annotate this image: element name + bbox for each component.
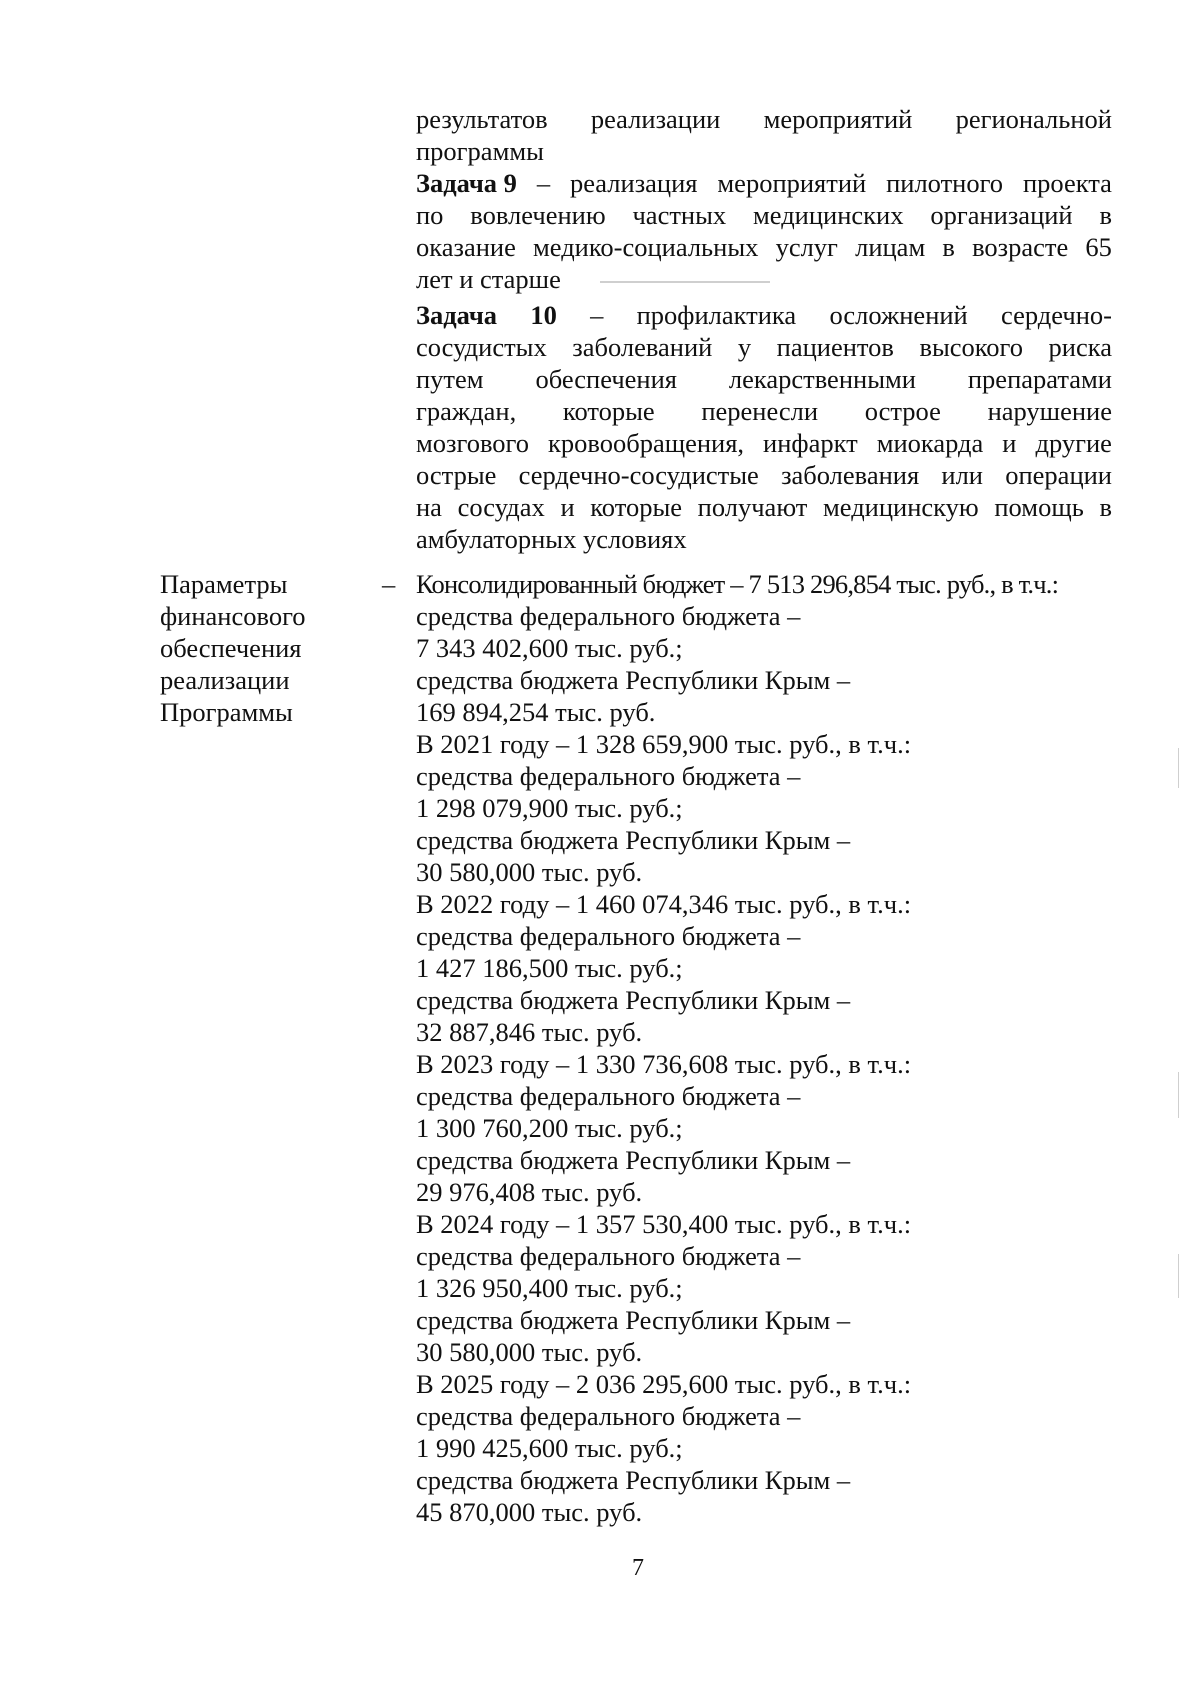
text-line: 1 427 186,500 тыс. руб.;	[416, 953, 683, 983]
text-line	[416, 231, 1112, 263]
word: острые	[416, 460, 497, 490]
text-line	[416, 459, 1112, 491]
word: другие	[1035, 428, 1112, 458]
text-line	[416, 331, 1112, 363]
text-line: средства бюджета Республики Крым –	[416, 1145, 851, 1175]
word: профилактика	[636, 300, 797, 330]
word: заболевания	[781, 460, 920, 490]
word: перенесли	[701, 396, 819, 426]
label-line: Программы	[160, 697, 293, 727]
word: высокого	[919, 332, 1024, 362]
scan-artifact	[1178, 1072, 1179, 1118]
text-line: программы	[416, 136, 544, 166]
label-line: Параметры	[160, 569, 288, 599]
text-line: средства федерального бюджета –	[416, 601, 801, 631]
year-total-line: В 2025 году – 2 036 295,600 тыс. руб., в т.ч.:	[416, 1369, 912, 1399]
word: на	[416, 492, 442, 522]
word: которые	[562, 396, 655, 426]
text-line: 1 300 760,200 тыс. руб.;	[416, 1113, 683, 1143]
text-line: лет и старше	[416, 264, 561, 294]
text-line	[416, 199, 1112, 231]
text-line: средства федерального бюджета –	[416, 761, 801, 791]
word: проекта	[1022, 168, 1112, 198]
word: медицинских	[753, 200, 904, 230]
word: путем	[416, 364, 484, 394]
word: миокарда	[876, 428, 984, 458]
text-line: средства федерального бюджета –	[416, 921, 801, 951]
word: оказание	[416, 232, 516, 262]
word: инфаркт	[763, 428, 858, 458]
task-number: 10	[530, 300, 557, 330]
text-line	[416, 395, 1112, 427]
text-line: 1 326 950,400 тыс. руб.;	[416, 1273, 683, 1303]
word: и	[1002, 428, 1017, 458]
word: мероприятий	[763, 104, 913, 134]
word: острое	[864, 396, 941, 426]
label-line: реализации	[160, 665, 290, 695]
word: помощь	[994, 492, 1084, 522]
text-line: средства бюджета Республики Крым –	[416, 665, 851, 695]
scan-artifact	[600, 281, 770, 283]
task-9-heading	[416, 167, 1112, 199]
word: организаций	[930, 200, 1073, 230]
text-line: средства бюджета Республики Крым –	[416, 1465, 851, 1495]
word: пациентов	[776, 332, 894, 362]
word: в	[1099, 200, 1112, 230]
word: мозгового	[416, 428, 529, 458]
word: частных	[632, 200, 727, 230]
word: лекарственными	[728, 364, 916, 394]
text-line: средства федерального бюджета –	[416, 1401, 801, 1431]
text-line: средства бюджета Республики Крым –	[416, 1305, 851, 1335]
word: которые	[590, 492, 683, 522]
word: по	[416, 200, 444, 230]
text-line	[416, 363, 1112, 395]
word: операции	[1005, 460, 1112, 490]
year-total-line: В 2023 году – 1 330 736,608 тыс. руб., в т.ч.:	[416, 1049, 912, 1079]
year-total-line: В 2021 году – 1 328 659,900 тыс. руб., в т.ч.:	[416, 729, 912, 759]
text-line: средства федерального бюджета –	[416, 1081, 801, 1111]
word: реализации	[590, 104, 721, 134]
word: сердечно-	[1001, 300, 1112, 330]
word: услуг	[775, 232, 838, 262]
word: граждан,	[416, 396, 517, 426]
word: 65	[1085, 232, 1112, 262]
word: сосудистых	[416, 332, 547, 362]
separator-dash: –	[382, 569, 396, 599]
word: сосудах	[457, 492, 545, 522]
task-label: Задача	[416, 300, 498, 330]
word: кровообращения,	[548, 428, 745, 458]
text-line: амбулаторных условиях	[416, 524, 687, 554]
scan-artifact	[1178, 1254, 1179, 1298]
text-line: 32 887,846 тыс. руб.	[416, 1017, 643, 1047]
text-line: 7 343 402,600 тыс. руб.;	[416, 633, 683, 663]
text-line	[416, 491, 1112, 523]
text-line: 29 976,408 тыс. руб.	[416, 1177, 643, 1207]
word: в	[942, 232, 955, 262]
text-line	[416, 427, 1112, 459]
word: осложнений	[829, 300, 968, 330]
word: в	[1099, 492, 1112, 522]
page-number: 7	[632, 1555, 644, 1581]
label-line: финансового	[160, 601, 306, 631]
word: у	[737, 332, 752, 362]
text-line: 169 894,254 тыс. руб.	[416, 697, 656, 727]
word: обеспечения	[535, 364, 677, 394]
word: мероприятий	[717, 168, 867, 198]
text-line: 45 870,000 тыс. руб.	[416, 1497, 643, 1527]
scan-artifact	[1178, 748, 1179, 788]
task-label: Задача 9	[416, 168, 517, 198]
year-total-line: В 2024 году – 1 357 530,400 тыс. руб., в т.ч.:	[416, 1209, 912, 1239]
word: лицам	[855, 232, 926, 262]
text-line: средства бюджета Республики Крым –	[416, 985, 851, 1015]
text-line: 30 580,000 тыс. руб.	[416, 857, 643, 887]
word: реализация	[569, 168, 698, 198]
word: медико-социальных	[533, 232, 759, 262]
word: или	[941, 460, 983, 490]
text-line	[416, 103, 1112, 135]
word: –	[536, 168, 551, 198]
text-line: средства бюджета Республики Крым –	[416, 825, 851, 855]
word: риска	[1048, 332, 1112, 362]
word: возрасте	[972, 232, 1069, 262]
word: препаратами	[967, 364, 1112, 394]
word: результатов	[416, 104, 548, 134]
text-line: 1 990 425,600 тыс. руб.;	[416, 1433, 683, 1463]
word: –	[590, 300, 604, 330]
word: получают	[697, 492, 808, 522]
task-10-heading	[416, 299, 1112, 331]
word: региональной	[955, 104, 1112, 134]
text-line: 1 298 079,900 тыс. руб.;	[416, 793, 683, 823]
word: нарушение	[987, 396, 1112, 426]
label-line: обеспечения	[160, 633, 302, 663]
word: пилотного	[886, 168, 1004, 198]
text-line: 30 580,000 тыс. руб.	[416, 1337, 643, 1367]
text-line: средства федерального бюджета –	[416, 1241, 801, 1271]
year-total-line: В 2022 году – 1 460 074,346 тыс. руб., в т.ч.:	[416, 889, 912, 919]
word: и	[560, 492, 575, 522]
word: медицинскую	[823, 492, 979, 522]
word: заболеваний	[572, 332, 713, 362]
word: вовлечению	[470, 200, 606, 230]
consolidated-budget-line: Консолидированный бюджет – 7 513 296,854 тыс. руб., в т.ч.:	[416, 569, 1059, 599]
word: сердечно-сосудистые	[518, 460, 759, 490]
